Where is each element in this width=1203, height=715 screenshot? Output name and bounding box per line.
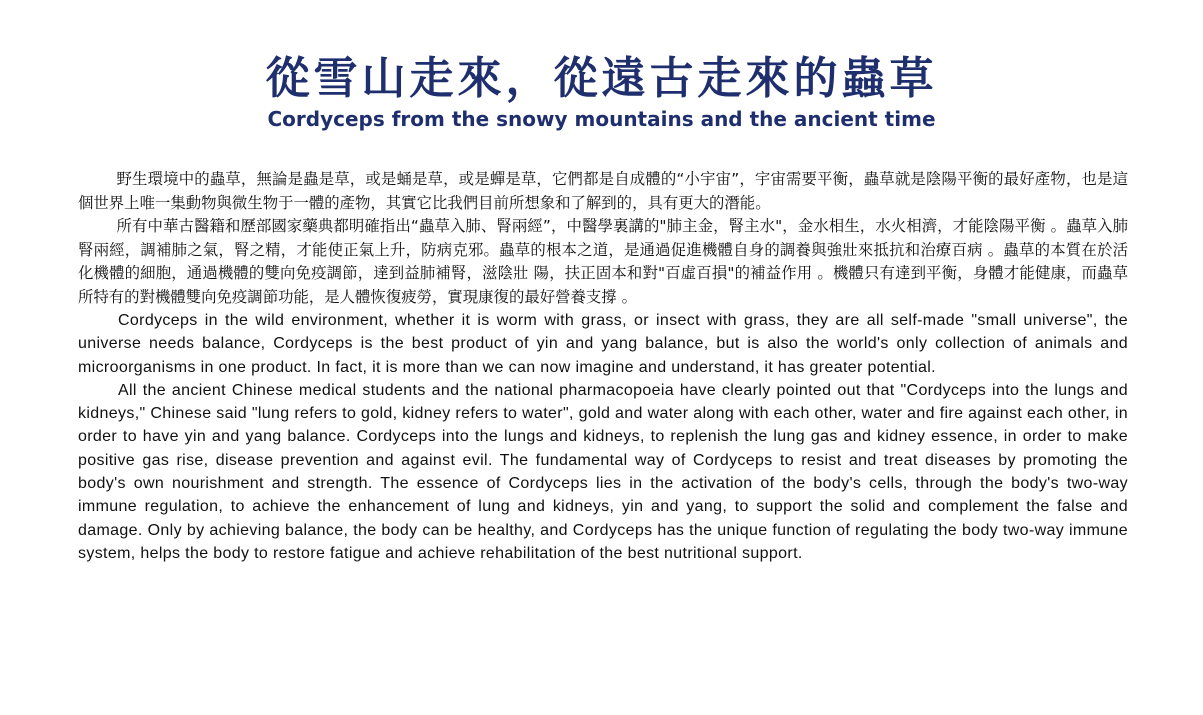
paragraph-en-1: Cordyceps in the wild environment, whether it is worm with grass, or insect with grass, they are all self-made "small universe", the universe needs balance, Cordyceps is the best product of yin and yang balance, but is also the world's only collection of animals and microorganisms in one product. In fact, it is more than we can now imagine and understand, it has greater potential. <box>78 312 1128 376</box>
article-body <box>78 168 1128 565</box>
paragraph-zh-1: 野生環境中的蟲草，無論是蟲是草，或是蛹是草，或是蟬是草，它們都是自成體的“小宇宙”，宇宙需要平衡，蟲草就是陰陽平衡的最好產物，也是這個世界上唯一集動物與微生物于一體的產物，其實它比我們目前所想象和了解到的，具有更大的潛能。 <box>78 170 1128 212</box>
paragraph-en-2: All the ancient Chinese medical students and the national pharmacopoeia have clearly pointed out that "Cordyceps into the lungs and kidneys," Chinese said "lung refers to gold, kidney refers to water", gold and water along with each other, water and fire against each other, in order to have yin and yang balance. Cordyceps into the lungs and kidneys, to replenish the lung gas and kidney essence, in order to make positive gas rise, disease prevention and against evil. The fundamental way of Cordyceps to resist and treat diseases by promoting the body's own nourishment and strength. The essence of Cordyceps lies in the activation of the body's cells, through the body's two-way immune regulation, to achieve the enhancement of lung and kidneys, yin and yang, to support the solid and complement the false and damage. Only by achieving balance, the body can be healthy, and Cordyceps has the unique function of regulating the body two-way immune system, helps the body to restore fatigue and achieve rehabilitation of the best nutritional support. <box>78 381 1128 562</box>
page-title-chinese: 從雪山走來，從遠古走來的蟲草 <box>265 53 938 105</box>
page-title-english: Cordyceps from the snowy mountains and the ancient time <box>267 106 936 131</box>
paragraph-zh-2: 所有中華古醫籍和歷部國家藥典都明確指出“蟲草入肺、腎兩經”，中醫學裏講的"肺主金，腎主水"，金水相生，水火相濟，才能陰陽平衡 。蟲草入肺腎兩經，調補肺之氣，腎之精，才能使正氣上升，防病克邪。蟲草的根本之道，是通過促進機體自身的調養與強壯來抵抗和治療百病 。蟲草的本質在於活化機體的細胞，通過機體的雙向免疫調節，達到益肺補腎，滋陰壯 陽，扶正固本和對"百虛百損"的補益作用 。機體只有達到平衡，身體才能健康，而蟲草所特有的對機體雙向免疫調節功能，是人體恢復疲勞，實現康復的最好營養支撐 。 <box>78 217 1128 306</box>
